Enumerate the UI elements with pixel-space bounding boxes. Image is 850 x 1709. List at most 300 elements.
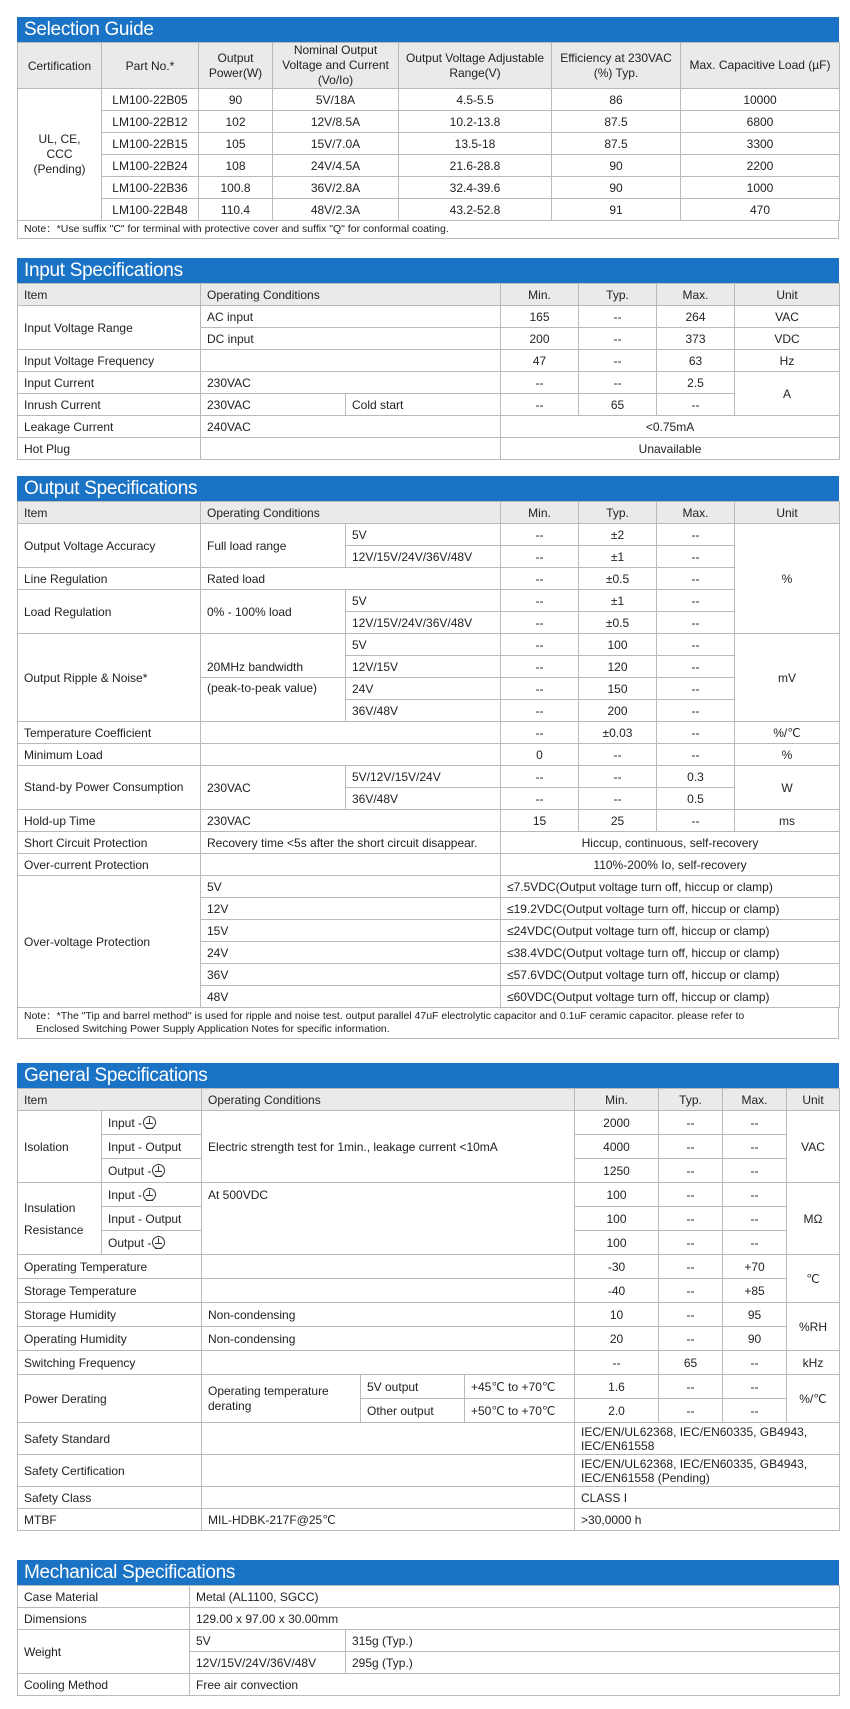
st-humidity-cond: Non-condensing [202, 1303, 575, 1327]
capacitive-load: 10000 [681, 89, 840, 111]
derating-5v: 5V output [361, 1375, 465, 1399]
output-note-line1: Note：*The "Tip and barrel method" is used for ripple and noise test. output parallel 47uF electrolytic capacitor and 0.1uF ceramic capacitor. please refer to [24, 1010, 745, 1022]
header-output-power: Output Power(W) [199, 43, 273, 89]
line-regulation-cond: Rated load [201, 568, 501, 590]
freq-max: 63 [657, 350, 735, 372]
cell-dash: -- [501, 678, 579, 700]
derating-cond: Operating temperature derating [202, 1375, 361, 1423]
cell-dash: -- [659, 1207, 723, 1231]
isolation-output-ground [102, 1159, 202, 1183]
dimensions-value: 129.00 x 97.00 x 30.00mm [190, 1608, 840, 1630]
isolation-v3: 1250 [575, 1159, 659, 1183]
header-unit: Unit [787, 1089, 840, 1111]
certification-cell: UL, CE, CCC (Pending) [18, 89, 102, 221]
table-row [18, 1586, 840, 1608]
table-row [18, 1183, 840, 1207]
temp-coefficient-typ: ±0.03 [579, 722, 657, 744]
table-row [18, 524, 840, 546]
table-row [18, 1255, 840, 1279]
cell-dash: -- [723, 1183, 787, 1207]
table-row [18, 590, 840, 612]
weight-5v: 5V [190, 1630, 346, 1652]
load-reg-5v-typ: ±1 [579, 590, 657, 612]
accuracy-5v: 5V [346, 524, 501, 546]
capacitive-load: 2200 [681, 155, 840, 177]
general-specifications-section [17, 1063, 839, 1531]
table-row [18, 350, 840, 372]
isolation-v1: 2000 [575, 1111, 659, 1135]
scp-value: Hiccup, continuous, self-recovery [501, 832, 840, 854]
header-capacitive-load: Max. Capacitive Load (µF) [681, 43, 840, 89]
derating-5v-min: 1.6 [575, 1375, 659, 1399]
ripple-36-48v: 36V/48V [346, 700, 501, 722]
ripple-bandwidth: 20MHz bandwidth [201, 634, 346, 678]
cell-dash: -- [657, 634, 735, 656]
inrush-cond: 230VAC [201, 394, 346, 416]
input-current-typ: -- [579, 372, 657, 394]
ocp-label: Over-current Protection [18, 854, 201, 876]
derating-other-min: 2.0 [575, 1399, 659, 1423]
derating-label: Power Derating [18, 1375, 202, 1423]
hot-plug-label: Hot Plug [18, 438, 201, 460]
ac-typ: -- [579, 306, 657, 328]
cell-dash: -- [579, 788, 657, 810]
efficiency: 90 [552, 155, 681, 177]
table-row [18, 394, 840, 416]
safety-class-label: Safety Class [18, 1487, 202, 1509]
cell-dash: -- [659, 1279, 723, 1303]
cell-dash: -- [659, 1135, 723, 1159]
inrush-min: -- [501, 394, 579, 416]
empty-cell [202, 1487, 575, 1509]
isolation-label: Isolation [18, 1111, 102, 1183]
holdup-min: 15 [501, 810, 579, 832]
insulation-v2: 100 [575, 1207, 659, 1231]
table-row [18, 568, 840, 590]
standby-cond: 230VAC [201, 766, 346, 810]
standby-unit: W [735, 766, 840, 810]
temp-coefficient-unit: %/℃ [735, 722, 840, 744]
isolation-cond: Electric strength test for 1min., leakage current <10mA [202, 1111, 575, 1183]
ovp-value: ≤24VDC(Output voltage turn off, hiccup or clamp) [501, 920, 840, 942]
cell-dash: -- [657, 590, 735, 612]
mechanical-specifications-table [17, 1585, 840, 1696]
insulation-cond: At 500VDC [202, 1183, 575, 1255]
input-current-label: Input Current [18, 372, 201, 394]
cell-dash: -- [659, 1183, 723, 1207]
table-row [18, 1630, 840, 1652]
header-unit: Unit [735, 284, 840, 306]
mechanical-specifications-title: Mechanical Specifications [17, 1560, 839, 1585]
table-row [18, 832, 840, 854]
capacitive-load: 6800 [681, 111, 840, 133]
table-row [18, 133, 840, 155]
nominal-output: 48V/2.3A [273, 199, 399, 221]
op-humidity-cond: Non-condensing [202, 1327, 575, 1351]
safety-class-value: CLASS I [575, 1487, 840, 1509]
empty-cell [202, 1455, 575, 1487]
insulation-input-output: Input - Output [102, 1207, 202, 1231]
ovp-value: ≤19.2VDC(Output voltage turn off, hiccup or clamp) [501, 898, 840, 920]
header-typ: Typ. [659, 1089, 723, 1111]
header-part-no: Part No.* [102, 43, 199, 89]
header-item: Item [18, 502, 201, 524]
efficiency: 91 [552, 199, 681, 221]
input-specifications-table [17, 283, 840, 460]
accuracy-cond: Full load range [201, 524, 346, 568]
output-power: 108 [199, 155, 273, 177]
scp-label: Short Circuit Protection [18, 832, 201, 854]
selection-note: Note：*Use suffix "C" for terminal with protective cover and suffix "Q" for conformal coating. [17, 221, 839, 239]
table-header-row [18, 502, 840, 524]
header-item: Item [18, 284, 201, 306]
derating-other-range: +50℃ to +70℃ [465, 1399, 575, 1423]
cell-dash: -- [723, 1351, 787, 1375]
cell-dash: -- [501, 590, 579, 612]
sw-freq-unit: kHz [787, 1351, 840, 1375]
table-header-row [18, 284, 840, 306]
nominal-output: 36V/2.8A [273, 177, 399, 199]
cell-dash: -- [657, 744, 735, 766]
table-row [18, 1303, 840, 1327]
cell-dash: -- [501, 700, 579, 722]
ripple-5v: 5V [346, 634, 501, 656]
safety-cert-label: Safety Certification [18, 1455, 202, 1487]
scp-cond: Recovery time <5s after the short circuit disappear. [201, 832, 501, 854]
ground-icon [143, 1116, 156, 1129]
header-max: Max. [723, 1089, 787, 1111]
capacitive-load: 1000 [681, 177, 840, 199]
header-typ: Typ. [579, 284, 657, 306]
output-specifications-title: Output Specifications [17, 476, 839, 501]
hot-plug-value: Unavailable [501, 438, 840, 460]
cell-dash: -- [659, 1375, 723, 1399]
mtbf-cond: MIL-HDBK-217F@25℃ [202, 1509, 575, 1531]
header-item: Item [18, 1089, 202, 1111]
output-power: 105 [199, 133, 273, 155]
output-power: 110.4 [199, 199, 273, 221]
insulation-input-label: Input - [108, 1187, 143, 1202]
cell-dash: -- [657, 546, 735, 568]
part-no: LM100-22B15 [102, 133, 199, 155]
adjustable-range: 10.2-13.8 [399, 111, 552, 133]
table-row [18, 1509, 840, 1531]
output-power: 100.8 [199, 177, 273, 199]
standby-b: 36V/48V [346, 788, 501, 810]
cooling-value: Free air convection [190, 1674, 840, 1696]
table-row [18, 744, 840, 766]
mtbf-label: MTBF [18, 1509, 202, 1531]
header-min: Min. [501, 284, 579, 306]
mechanical-specifications-section [17, 1560, 839, 1696]
selection-guide-section [17, 17, 839, 239]
part-no: LM100-22B12 [102, 111, 199, 133]
op-temp-min: -30 [575, 1255, 659, 1279]
cell-dash: -- [723, 1375, 787, 1399]
adjustable-range: 4.5-5.5 [399, 89, 552, 111]
weight-multi-value: 295g (Typ.) [346, 1652, 840, 1674]
cell-dash: -- [579, 744, 657, 766]
ovp-value: ≤38.4VDC(Output voltage turn off, hiccup or clamp) [501, 942, 840, 964]
derating-unit: %/℃ [787, 1375, 840, 1423]
cell-dash: -- [657, 810, 735, 832]
table-row [18, 1423, 840, 1455]
input-frequency-label: Input Voltage Frequency [18, 350, 201, 372]
header-conditions: Operating Conditions [201, 502, 501, 524]
insulation-v1: 100 [575, 1183, 659, 1207]
header-unit: Unit [735, 502, 840, 524]
ripple-unit: mV [735, 634, 840, 722]
standby-label: Stand-by Power Consumption [18, 766, 201, 810]
ovp-value: ≤7.5VDC(Output voltage turn off, hiccup or clamp) [501, 876, 840, 898]
empty-cell [201, 350, 501, 372]
cell-dash: -- [723, 1231, 787, 1255]
header-adjustable-range: Output Voltage Adjustable Range(V) [399, 43, 552, 89]
standby-a-max: 0.3 [657, 766, 735, 788]
accuracy-5v-typ: ±2 [579, 524, 657, 546]
cell-dash: -- [659, 1255, 723, 1279]
insulation-label-1: Insulation [24, 1200, 76, 1215]
empty-cell [201, 438, 501, 460]
table-row [18, 155, 840, 177]
header-nominal-output: Nominal Output Voltage and Current (Vo/Io) [273, 43, 399, 89]
nominal-output: 5V/18A [273, 89, 399, 111]
dc-min: 200 [501, 328, 579, 350]
safety-cert-value: IEC/EN/UL62368, IEC/EN60335, GB4943, IEC/EN61558 (Pending) [575, 1455, 840, 1487]
st-humidity-label: Storage Humidity [18, 1303, 202, 1327]
ovp-voltage: 48V [201, 986, 501, 1008]
ocp-value: 110%-200% Io, self-recovery [501, 854, 840, 876]
insulation-v3: 100 [575, 1231, 659, 1255]
empty-cell [202, 1423, 575, 1455]
general-specifications-title: General Specifications [17, 1063, 839, 1088]
ripple-5v-typ: 100 [579, 634, 657, 656]
cell-dash: -- [657, 700, 735, 722]
load-reg-multi-typ: ±0.5 [579, 612, 657, 634]
cell-dash: -- [657, 568, 735, 590]
isolation-unit: VAC [787, 1111, 840, 1183]
ripple-24-typ: 150 [579, 678, 657, 700]
cell-dash: -- [579, 766, 657, 788]
input-current-unit: A [735, 372, 840, 416]
ripple-12-typ: 120 [579, 656, 657, 678]
freq-typ: -- [579, 350, 657, 372]
general-specifications-table [17, 1088, 840, 1531]
cell-dash: -- [723, 1135, 787, 1159]
ovp-voltage: 5V [201, 876, 501, 898]
part-no: LM100-22B36 [102, 177, 199, 199]
ovp-value: ≤57.6VDC(Output voltage turn off, hiccup or clamp) [501, 964, 840, 986]
selection-guide-table [17, 42, 840, 221]
cell-dash: -- [501, 612, 579, 634]
sw-freq-typ: 65 [659, 1351, 723, 1375]
ac-max: 264 [657, 306, 735, 328]
cell-dash: -- [501, 656, 579, 678]
part-no: LM100-22B48 [102, 199, 199, 221]
cell-dash: -- [657, 612, 735, 634]
load-regulation-label: Load Regulation [18, 590, 201, 634]
table-row [18, 1608, 840, 1630]
isolation-v2: 4000 [575, 1135, 659, 1159]
isolation-output-label: Output - [108, 1163, 152, 1178]
minimum-load-label: Minimum Load [18, 744, 201, 766]
ac-min: 165 [501, 306, 579, 328]
freq-unit: Hz [735, 350, 840, 372]
table-row [18, 1455, 840, 1487]
efficiency: 87.5 [552, 111, 681, 133]
cell-dash: -- [659, 1399, 723, 1423]
standby-b-max: 0.5 [657, 788, 735, 810]
mtbf-value: >30,0000 h [575, 1509, 840, 1531]
input-specifications-section [17, 258, 839, 460]
ac-input-label: AC input [201, 306, 501, 328]
cell-dash: -- [657, 722, 735, 744]
dc-input-label: DC input [201, 328, 501, 350]
line-regulation-typ: ±0.5 [579, 568, 657, 590]
cell-dash: -- [659, 1231, 723, 1255]
op-humidity-max: 90 [723, 1327, 787, 1351]
input-current-cond: 230VAC [201, 372, 501, 394]
input-current-max: 2.5 [657, 372, 735, 394]
inrush-sub: Cold start [346, 394, 501, 416]
nominal-output: 12V/8.5A [273, 111, 399, 133]
inrush-current-label: Inrush Current [18, 394, 201, 416]
table-row [18, 766, 840, 788]
inrush-max: -- [657, 394, 735, 416]
insulation-output-ground [102, 1231, 202, 1255]
op-humidity-label: Operating Humidity [18, 1327, 202, 1351]
cell-dash: -- [501, 546, 579, 568]
empty-cell [201, 854, 501, 876]
ground-icon [152, 1236, 165, 1249]
sw-freq-label: Switching Frequency [18, 1351, 202, 1375]
cell-dash: -- [657, 656, 735, 678]
adjustable-range: 21.6-28.8 [399, 155, 552, 177]
table-row [18, 854, 840, 876]
leakage-current-label: Leakage Current [18, 416, 201, 438]
cell-dash: -- [723, 1207, 787, 1231]
temp-unit: ℃ [787, 1255, 840, 1303]
case-material-value: Metal (AL1100, SGCC) [190, 1586, 840, 1608]
ripple-36-typ: 200 [579, 700, 657, 722]
ovp-value: ≤60VDC(Output voltage turn off, hiccup or clamp) [501, 986, 840, 1008]
table-header-row [18, 1089, 840, 1111]
inrush-typ: 65 [579, 394, 657, 416]
case-material-label: Case Material [18, 1586, 190, 1608]
holdup-cond: 230VAC [201, 810, 501, 832]
output-note [17, 1008, 839, 1039]
table-row [18, 1674, 840, 1696]
table-row [18, 1351, 840, 1375]
empty-cell [201, 744, 501, 766]
table-row [18, 306, 840, 328]
table-row [18, 1111, 840, 1135]
adjustable-range: 13.5-18 [399, 133, 552, 155]
table-header-row [18, 43, 840, 89]
header-max: Max. [657, 502, 735, 524]
dc-unit: VDC [735, 328, 840, 350]
leakage-value: <0.75mA [501, 416, 840, 438]
output-power: 90 [199, 89, 273, 111]
table-row [18, 1327, 840, 1351]
holdup-label: Hold-up Time [18, 810, 201, 832]
weight-label: Weight [18, 1630, 190, 1674]
isolation-input-output: Input - Output [102, 1135, 202, 1159]
table-row [18, 722, 840, 744]
table-row [18, 810, 840, 832]
cell-dash: -- [659, 1327, 723, 1351]
table-row [18, 177, 840, 199]
dc-max: 373 [657, 328, 735, 350]
header-min: Min. [575, 1089, 659, 1111]
cell-dash: -- [501, 788, 579, 810]
input-specifications-title: Input Specifications [17, 258, 839, 283]
minimum-load-unit: % [735, 744, 840, 766]
safety-standard-value: IEC/EN/UL62368, IEC/EN60335, GB4943, IEC/EN61558 [575, 1423, 840, 1455]
empty-cell [202, 1279, 575, 1303]
ovp-voltage: 24V [201, 942, 501, 964]
header-efficiency: Efficiency at 230VAC (%) Typ. [552, 43, 681, 89]
dimensions-label: Dimensions [18, 1608, 190, 1630]
ovp-voltage: 12V [201, 898, 501, 920]
st-humidity-max: 95 [723, 1303, 787, 1327]
cooling-label: Cooling Method [18, 1674, 190, 1696]
holdup-unit: ms [735, 810, 840, 832]
safety-standard-label: Safety Standard [18, 1423, 202, 1455]
adjustable-range: 32.4-39.6 [399, 177, 552, 199]
ripple-label: Output Ripple & Noise* [18, 634, 201, 722]
cell-dash: -- [657, 678, 735, 700]
table-row [18, 89, 840, 111]
isolation-input-label: Input - [108, 1115, 143, 1130]
header-certification: Certification [18, 43, 102, 89]
table-row [18, 438, 840, 460]
empty-cell [202, 1255, 575, 1279]
isolation-input-ground [102, 1111, 202, 1135]
table-row [18, 634, 840, 656]
table-row [18, 416, 840, 438]
load-regulation-cond: 0% - 100% load [201, 590, 346, 634]
derating-5v-range: +45℃ to +70℃ [465, 1375, 575, 1399]
table-row [18, 1487, 840, 1509]
accuracy-multi-typ: ±1 [579, 546, 657, 568]
st-temp-min: -40 [575, 1279, 659, 1303]
header-conditions: Operating Conditions [202, 1089, 575, 1111]
freq-min: 47 [501, 350, 579, 372]
header-max: Max. [657, 284, 735, 306]
cell-dash: -- [501, 524, 579, 546]
efficiency: 87.5 [552, 133, 681, 155]
cell-dash: -- [501, 634, 579, 656]
ripple-12-15v: 12V/15V [346, 656, 501, 678]
table-row [18, 1375, 840, 1399]
empty-cell [201, 722, 501, 744]
leakage-cond: 240VAC [201, 416, 501, 438]
cell-dash: -- [501, 722, 579, 744]
cell-dash: -- [659, 1159, 723, 1183]
ripple-24v: 24V [346, 678, 501, 700]
st-temp-label: Storage Temperature [18, 1279, 202, 1303]
adjustable-range: 43.2-52.8 [399, 199, 552, 221]
derating-other: Other output [361, 1399, 465, 1423]
cell-dash: -- [501, 568, 579, 590]
table-row [18, 372, 840, 394]
table-row [18, 111, 840, 133]
st-temp-max: +85 [723, 1279, 787, 1303]
header-typ: Typ. [579, 502, 657, 524]
cell-dash: -- [659, 1303, 723, 1327]
insulation-unit: MΩ [787, 1183, 840, 1255]
